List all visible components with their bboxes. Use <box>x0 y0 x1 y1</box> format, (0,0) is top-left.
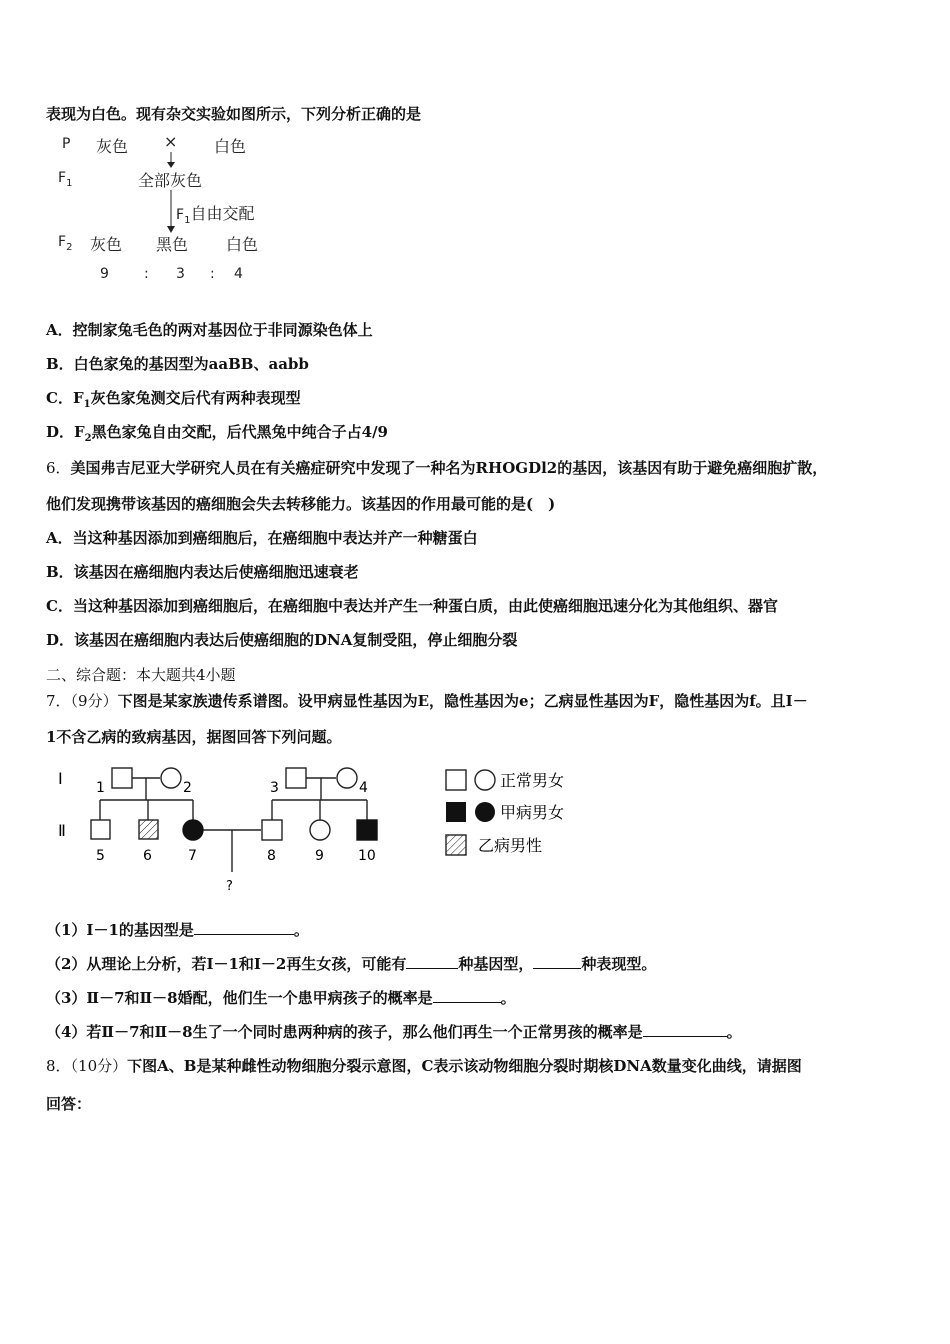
section-heading: 二、综合题：本大题共4小题 <box>46 666 236 684</box>
answer-blank[interactable] <box>533 954 581 969</box>
q6-option-d: D．该基因在癌细胞内表达后使癌细胞的DNA复制受阻，停止细胞分裂 <box>46 631 518 649</box>
q7-sub2: （2）从理论上分析，若Ⅰ－1和Ⅰ－2再生女孩，可能有 种基因型， 种表现型。 <box>46 955 657 973</box>
individual-8 <box>262 820 282 840</box>
cross-symbol: × <box>164 132 178 151</box>
q8-stem-line2: 回答： <box>46 1095 92 1113</box>
q7-stem-line2: 1不含乙病的致病基因，据图回答下列问题。 <box>46 728 342 746</box>
ratio-colon-1: : <box>144 266 149 282</box>
answer-blank[interactable] <box>643 1022 727 1037</box>
q6-option-b: B．该基因在癌细胞内表达后使癌细胞迅速衰老 <box>46 563 359 581</box>
p-parent2: 白色 <box>214 137 247 156</box>
p-label: P <box>62 136 71 152</box>
svg-text:6: 6 <box>143 848 152 864</box>
q6-number: 6． <box>46 459 71 477</box>
individual-2 <box>161 768 181 788</box>
svg-text:9: 9 <box>315 848 324 864</box>
q7-sub3: （3）Ⅱ－7和Ⅱ－8婚配，他们生一个患甲病孩子的概率是 。 <box>46 989 516 1007</box>
q7-sub1: （1）Ⅰ－1的基因型是 。 <box>46 921 309 939</box>
f2-white: 白色 <box>226 235 259 254</box>
intro-line: 表现为白色。现有杂交实验如图所示，下列分析正确的是 <box>46 105 422 123</box>
f2-black: 黑色 <box>156 235 189 254</box>
legend-normal-label: 正常男女 <box>500 771 565 790</box>
q5-option-b: B．白色家兔的基因型为aaBB、aabb <box>46 355 309 373</box>
q6-stem-line1: 6．美国弗吉尼亚大学研究人员在有关癌症研究中发现了一种名为RHOGDl2的基因，该基因有助于避免癌细胞扩散， <box>46 459 828 477</box>
svg-text:10: 10 <box>358 848 376 864</box>
individual-7 <box>183 820 203 840</box>
individual-10 <box>357 820 377 840</box>
f1-result: 全部灰色 <box>138 171 203 190</box>
q7-sub4: （4）若Ⅱ－7和Ⅱ－8生了一个同时患两种病的孩子，那么他们再生一个正常男孩的概率是 。 <box>46 1023 742 1041</box>
legend-b-male-icon <box>446 835 466 855</box>
q7-number: 7． <box>46 692 71 710</box>
ratio-9: 9 <box>100 266 109 282</box>
svg-text:3: 3 <box>270 780 279 796</box>
q5-option-d: D．$F_2$黑色家兔自由交配，后代黑兔中纯合子占4/9 <box>46 423 388 444</box>
q6-option-c: C．当这种基因添加到癌细胞后，在癌细胞中表达并产生一种蛋白质，由此使癌细胞迅速分化为其他组织、器官 <box>46 597 778 615</box>
q8-score: （10分） <box>70 1057 128 1075</box>
f1-label: $F_1$ <box>58 170 73 189</box>
legend-a-label: 甲病男女 <box>500 803 565 822</box>
ratio-colon-2: : <box>210 266 215 282</box>
svg-text:5: 5 <box>96 848 105 864</box>
pedigree-chart <box>50 760 610 900</box>
individual-5 <box>91 820 110 839</box>
p-parent1: 灰色 <box>96 137 129 156</box>
cross-diagram <box>50 128 310 298</box>
legend-b-label: 乙病男性 <box>478 836 543 855</box>
legend-normal-female-icon <box>475 770 495 790</box>
q6-option-a: A．当这种基因添加到癌细胞后，在癌细胞中表达并产一种糖蛋白 <box>46 529 478 547</box>
answer-blank[interactable] <box>194 920 294 935</box>
legend-a-female-icon <box>475 802 495 822</box>
q8-stem-line1: 8．（10分）下图A、B是某种雌性动物细胞分裂示意图，C表示该动物细胞分裂时期核DNA数量变化曲线，请据图 <box>46 1057 802 1075</box>
q7-score: （9分） <box>70 692 118 710</box>
answer-blank[interactable] <box>406 954 458 969</box>
q5-option-a: A．控制家兔毛色的两对基因位于非同源染色体上 <box>46 321 373 339</box>
q6-stem-line2: 他们发现携带该基因的癌细胞会失去转移能力。该基因的作用最可能的是( ) <box>46 495 556 513</box>
f1-mating: $F_1$自由交配 <box>176 204 255 226</box>
q7-stem-line1: 7．（9分）下图是某家族遗传系谱图。设甲病显性基因为E，隐性基因为e；乙病显性基因为F，隐性基因为f。且Ⅰ－ <box>46 692 808 710</box>
q5-option-c: C．$F_1$灰色家兔测交后代有两种表现型 <box>46 389 301 410</box>
legend-normal-male-icon <box>446 770 466 790</box>
unknown-child: ? <box>226 879 233 894</box>
f2-gray: 灰色 <box>90 235 123 254</box>
svg-text:8: 8 <box>267 848 276 864</box>
gen1-label: Ⅰ <box>58 769 63 788</box>
svg-text:2: 2 <box>183 780 192 796</box>
individual-1 <box>112 768 132 788</box>
svg-text:4: 4 <box>359 780 368 796</box>
svg-text:1: 1 <box>96 780 105 796</box>
individual-6 <box>139 820 158 839</box>
gen2-label: Ⅱ <box>58 821 66 840</box>
answer-blank[interactable] <box>433 988 501 1003</box>
ratio-3: 3 <box>176 266 185 282</box>
ratio-4: 4 <box>234 266 243 282</box>
individual-9 <box>310 820 330 840</box>
individual-3 <box>286 768 306 788</box>
legend-a-male-icon <box>446 802 466 822</box>
individual-4 <box>337 768 357 788</box>
q8-number: 8． <box>46 1057 71 1075</box>
svg-text:7: 7 <box>188 848 197 864</box>
f2-label: $F_2$ <box>58 234 73 253</box>
